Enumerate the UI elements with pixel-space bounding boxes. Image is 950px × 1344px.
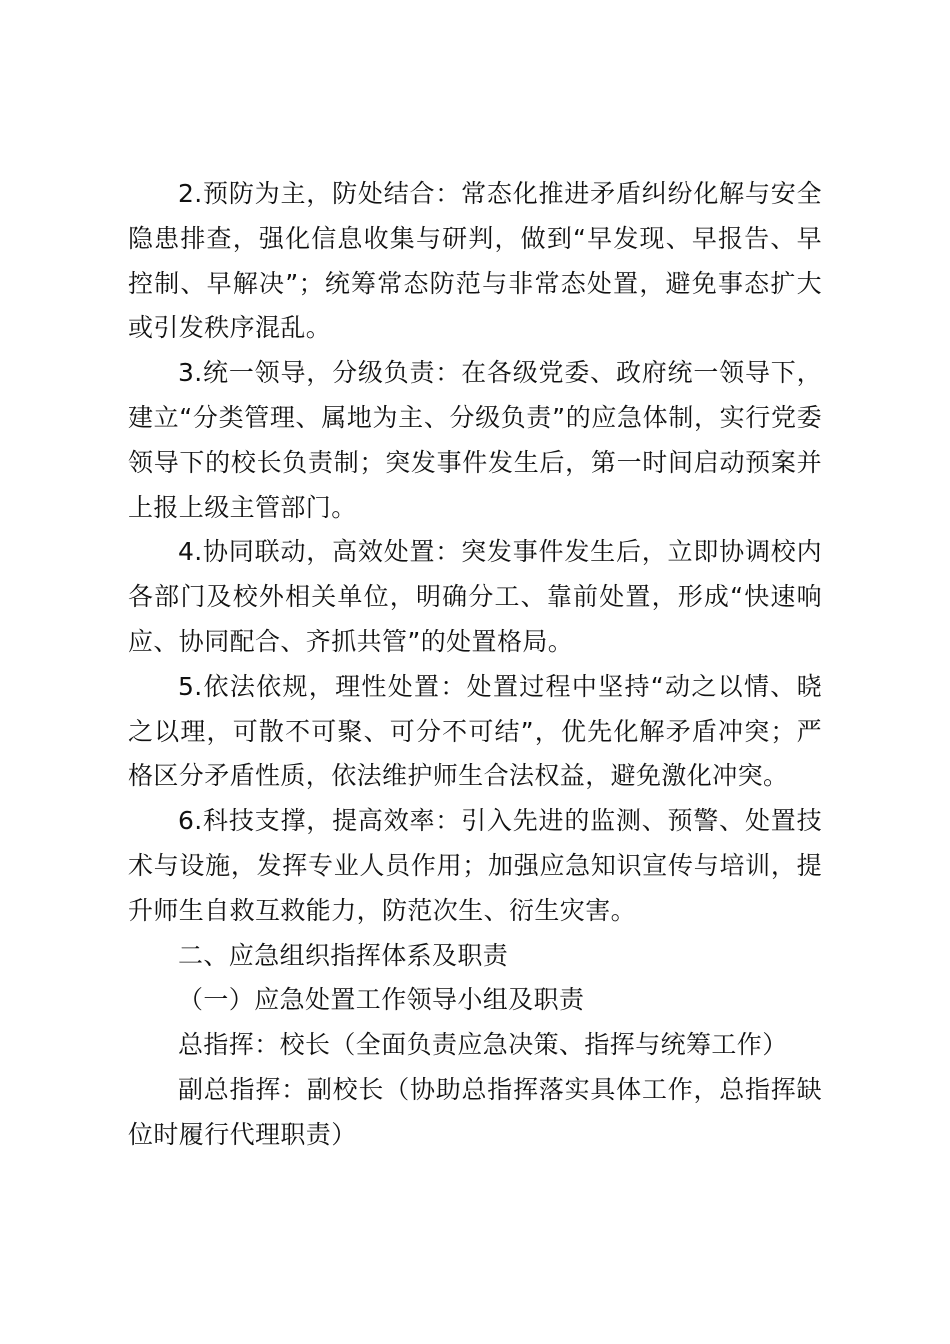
principle-paragraph-4: 4.协同联动，高效处置：突发事件发生后，立即协调校内各部门及校外相关单位，明确分工、靠前处置，形成“快速响应、协同配合、齐抓共管”的处置格局。 [128,537,822,656]
principle-paragraph-5: 5.依法依规，理性处置：处置过程中坚持“动之以情、晓之以理，可散不可聚、可分不可结”，优先化解矛盾冲突；严格区分矛盾性质，依法维护师生合法权益，避免激化冲突。 [128,671,822,791]
subsection-heading: （一）应急处置工作领导小组及职责 [178,985,585,1015]
principle-paragraph-6: 6.科技支撑，提高效率：引入先进的监测、预警、处置技术与设施，发挥专业人员作用；加强应急知识宣传与培训，提升师生自救互救能力，防范次生、衍生灾害。 [128,806,822,925]
commander-line: 总指挥：校长（全面负责应急决策、指挥与统筹工作） [178,1030,788,1060]
document-page [128,172,822,1158]
principle-paragraph-3: 3.统一领导，分级负责：在各级党委、政府统一领导下，建立“分类管理、属地为主、分级负责”的应急体制，实行党委领导下的校长负责制；突发事件发生后，第一时间启动预案并上报上级主管部门。 [128,358,822,522]
section-heading: 二、应急组织指挥体系及职责 [178,940,509,970]
principle-paragraph-2: 2.预防为主，防处结合：常态化推进矛盾纠纷化解与安全隐患排查，强化信息收集与研判，做到“早发现、早报告、早控制、早解决”；统筹常态防范与非常态处置，避免事态扩大或引发秩序混乱。 [128,179,822,343]
deputy-commander-paragraph: 副总指挥：副校长（协助总指挥落实具体工作，总指挥缺位时履行代理职责） [128,1074,822,1149]
